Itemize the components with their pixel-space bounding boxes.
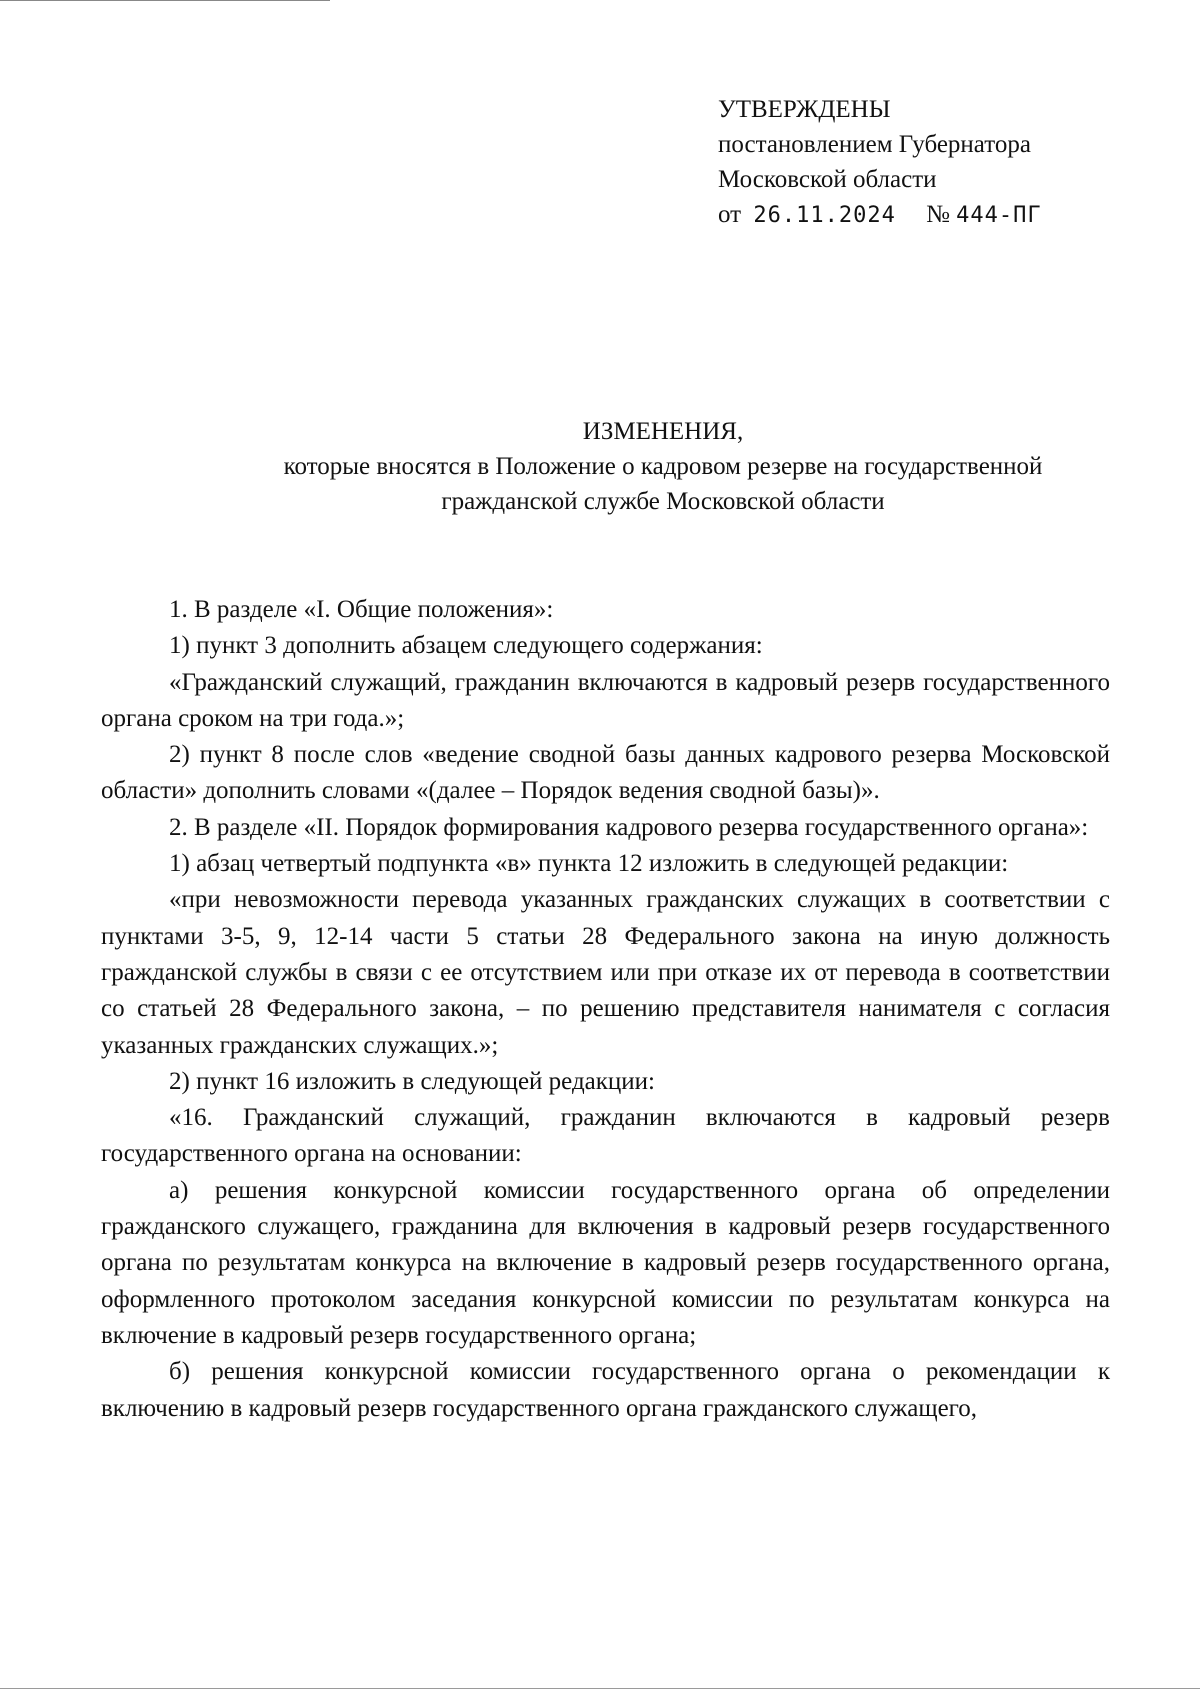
- title-subtitle-line-1: которые вносятся в Положение о кадровом резерве на государственной: [283, 453, 1043, 480]
- scan-edge-top: [0, 0, 330, 1]
- title-subtitle-line-2: гражданской службе Московской области: [441, 488, 885, 515]
- document-body: [101, 592, 1110, 1427]
- paragraph-5: 2. В разделе «II. Порядок формирования кадрового резерва государственного органа»:: [169, 813, 1089, 841]
- number-value: 444-ПГ: [956, 203, 1042, 228]
- approval-stamp: [718, 92, 1042, 233]
- title-heading: ИЗМЕНЕНИЯ,: [582, 418, 744, 445]
- approval-date-line: [718, 197, 1042, 233]
- paragraph-3: «Гражданский служащий, гражданин включаются в кадровый резерв государственного органа сроком на три года.»;: [101, 668, 1110, 732]
- scan-edge-bottom: [0, 1688, 1200, 1689]
- paragraph-9: «16. Гражданский служащий, гражданин включаются в кадровый резерв государственного органа на основании:: [101, 1104, 1110, 1168]
- paragraph-6: 1) абзац четвертый подпункта «в» пункта 12 изложить в следующей редакции:: [169, 850, 1009, 878]
- paragraph-2: 1) пункт 3 дополнить абзацем следующего содержания:: [169, 632, 763, 660]
- paragraph-8: 2) пункт 16 изложить в следующей редакции:: [169, 1067, 655, 1095]
- approval-line-1: постановлением Губернатора: [718, 131, 1031, 158]
- approval-heading: УТВЕРЖДЕНЫ: [718, 96, 891, 123]
- paragraph-10: а) решения конкурсной комиссии государственного органа об определении гражданского служащего, гражданина для включения в кадровый резерв государственного органа по результатам конкурса на включение в кадровый резерв государственного органа, оформленного протоколом заседания конкурсной комиссии по результатам конкурса на включение в кадровый резерв государственного органа;: [101, 1176, 1110, 1349]
- approval-line-2: Московской области: [718, 166, 937, 193]
- document-title: [120, 414, 1200, 519]
- paragraph-11: б) решения конкурсной комиссии государственного органа о рекомендации к включению в кадровый резерв государственного органа гражданского служащего,: [101, 1358, 1110, 1422]
- date-value: 26.11.2024: [753, 203, 896, 228]
- paragraph-1: 1. В разделе «I. Общие положения»:: [169, 596, 554, 623]
- paragraph-7: «при невозможности перевода указанных гражданских служащих в соответствии с пунктами 3-5, 9, 12-14 части 5 статьи 28 Федерального закона на иную должность гражданской службы в связи с ее отсутствием или при отказе их от перевода в соответствии со статьей 28 Федерального закона, – по решению представителя нанимателя с согласия указанных гражданских служащих.»;: [101, 886, 1110, 1059]
- number-prefix: №: [926, 201, 950, 228]
- paragraph-4: 2) пункт 8 после слов «ведение сводной базы данных кадрового резерва Московской области» дополнить словами «(далее – Порядок ведения сводной базы)».: [101, 741, 1110, 805]
- date-prefix: от: [718, 201, 742, 228]
